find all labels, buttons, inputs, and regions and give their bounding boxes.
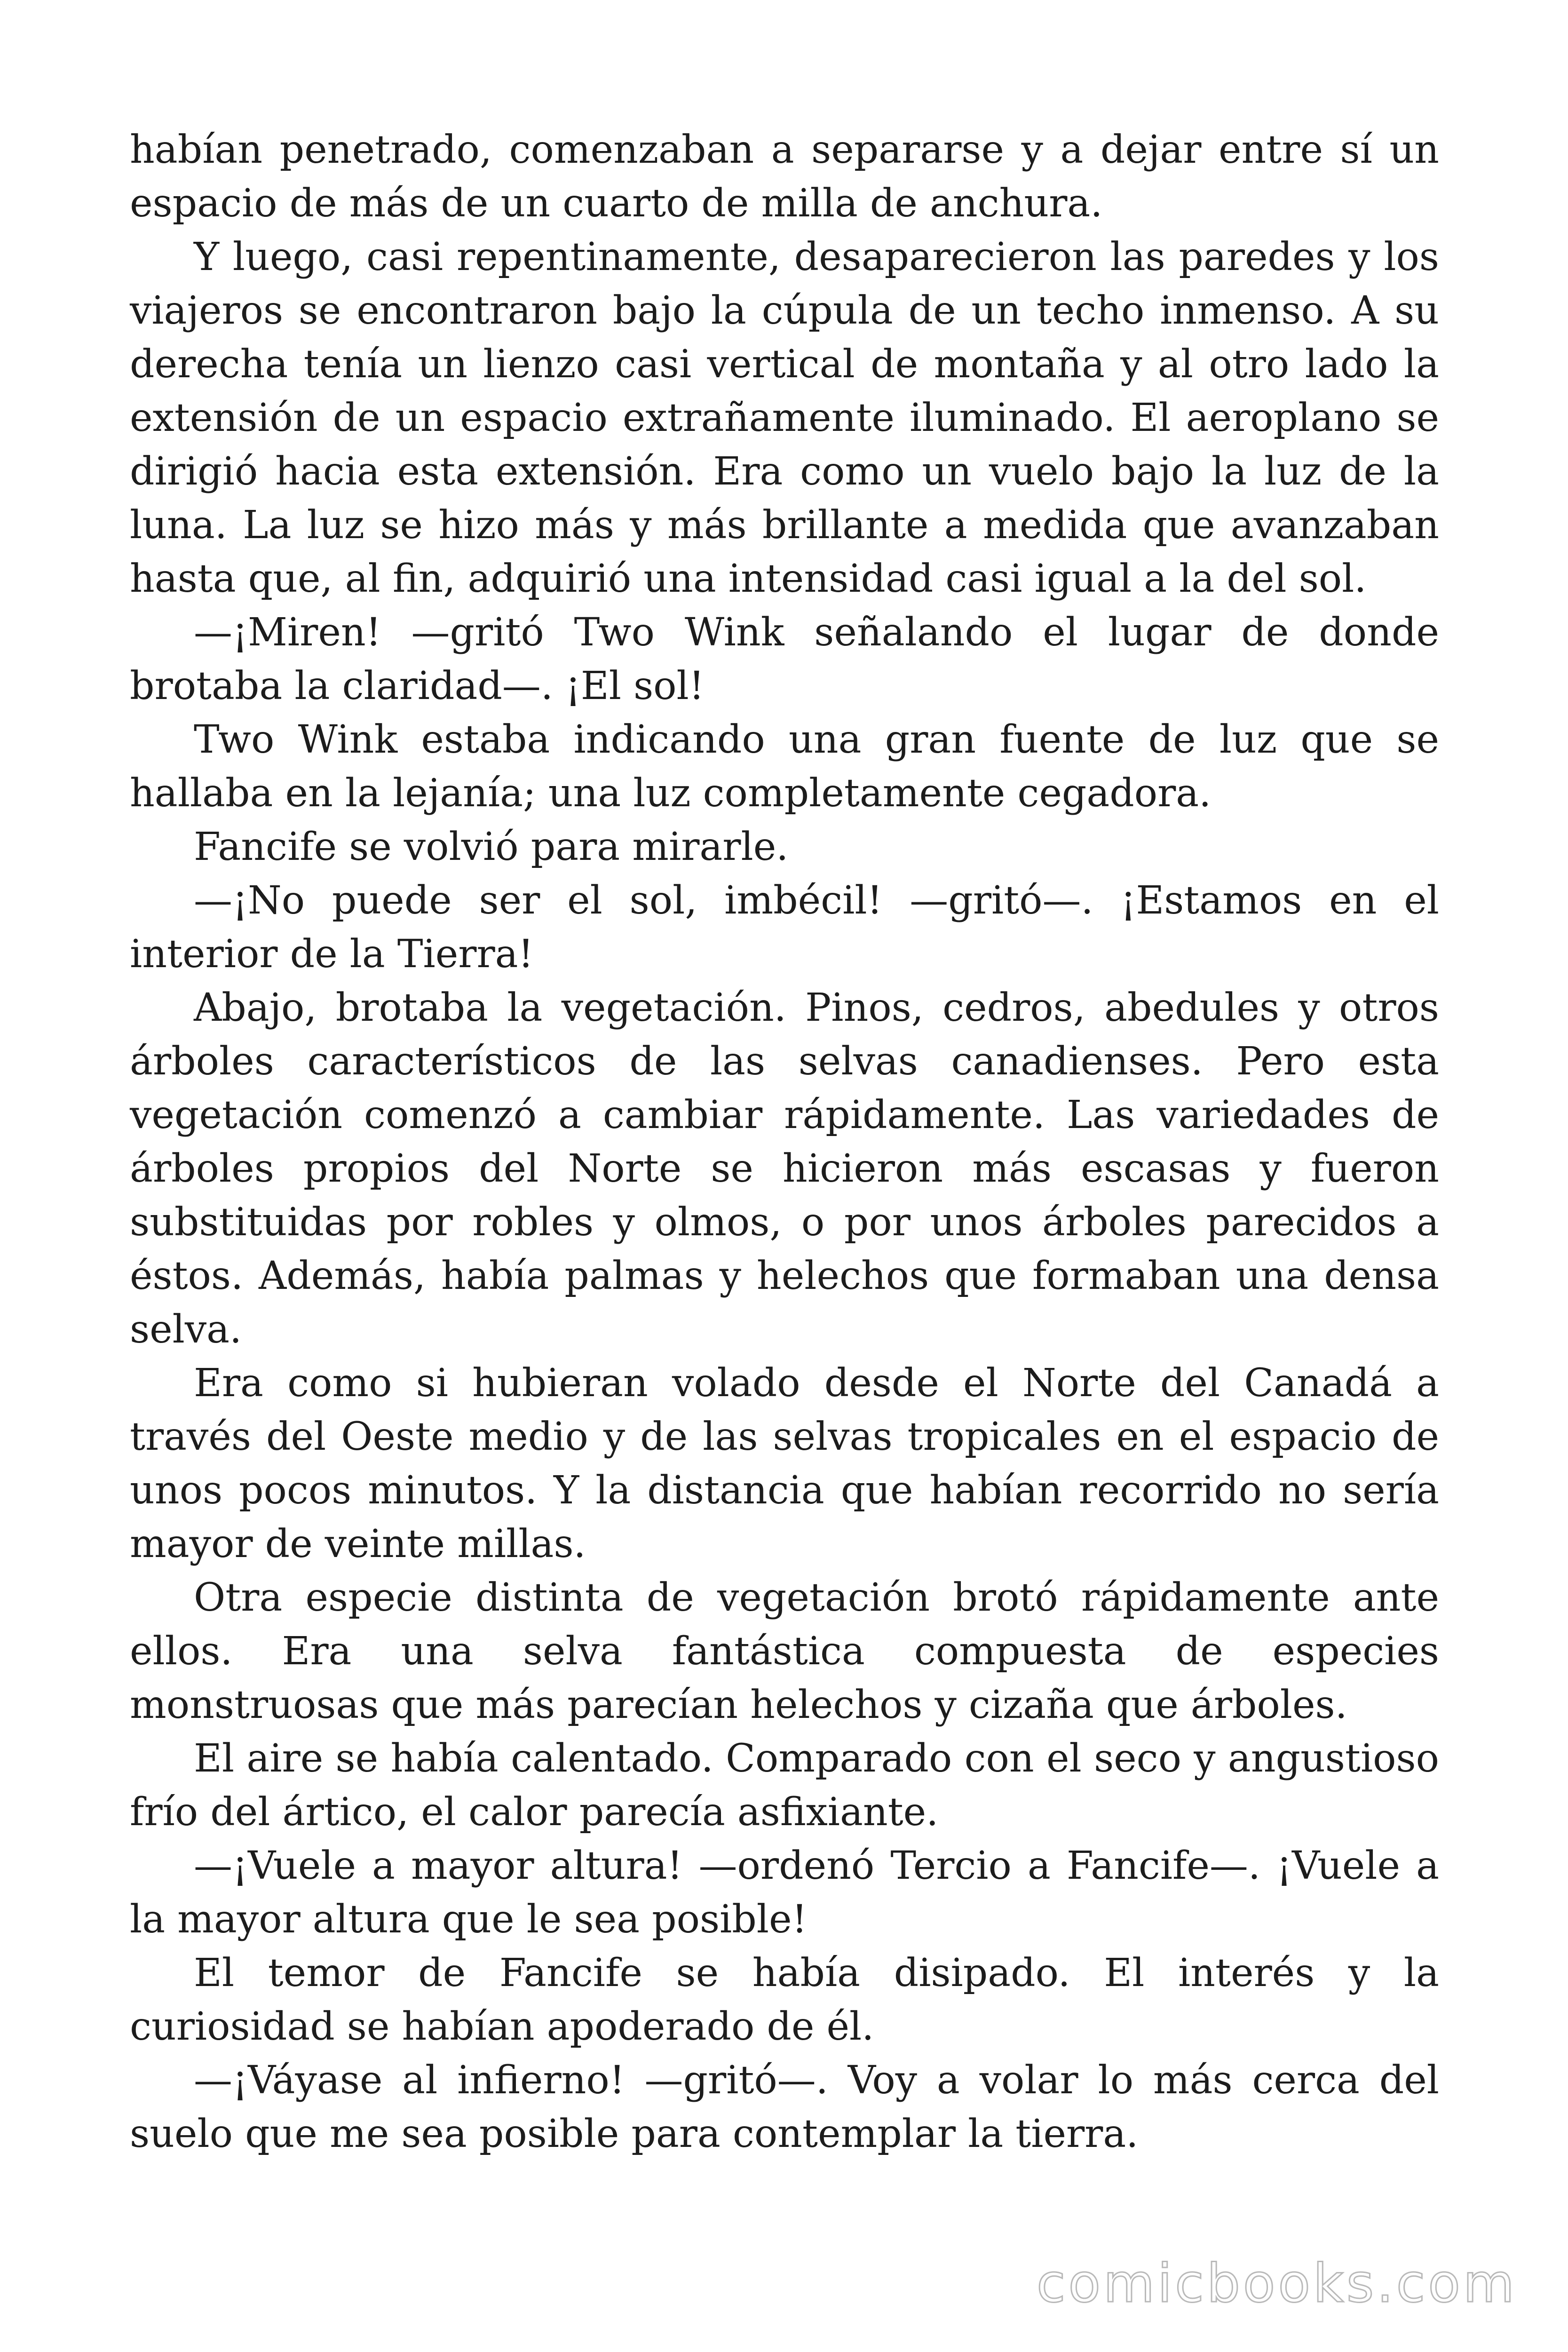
paragraph-7: Abajo, brotaba la vegetación. Pinos, cedros, abedules y otros árboles característicos de las selvas canadienses. Pero esta vegetación comenzó a cambiar rápidamente. Las variedades de árboles propios del Norte se hicieron más escasas y fueron substituidas por robles y olmos, o por unos árboles parecidos a éstos. Además, había palmas y helechos que formaban una densa selva.: [130, 985, 1439, 1352]
paragraph-8: Era como si hubieran volado desde el Norte del Canadá a través del Oeste medio y de las selvas tropicales en el espacio de unos pocos minutos. Y la distancia que habían recorrido no sería mayor de veinte millas.: [130, 1361, 1439, 1566]
paragraph-4: Two Wink estaba indicando una gran fuente de luz que se hallaba en la lejanía; una luz completamente cegadora.: [130, 717, 1439, 816]
paragraph-11: —¡Vuele a mayor altura! —ordenó Tercio a Fancife—. ¡Vuele a la mayor altura que le sea posible!: [130, 1843, 1439, 1942]
paragraph-6: —¡No puede ser el sol, imbécil! —gritó—. ¡Estamos en el interior de la Tierra!: [130, 878, 1439, 977]
paragraph-10: El aire se había calentado. Comparado con el seco y angustioso frío del ártico, el calor parecía asfixiante.: [130, 1736, 1439, 1835]
paragraph-12: El temor de Fancife se había disipado. El interés y la curiosidad se habían apoderado de él.: [130, 1951, 1439, 2049]
body-text: [130, 123, 1439, 2161]
paragraph-2: Y luego, casi repentinamente, desaparecieron las paredes y los viajeros se encontraron bajo la cúpula de un techo inmenso. A su derecha tenía un lienzo casi vertical de montaña y al otro lado la extensión de un espacio extrañamente iluminado. El aeroplano se dirigió hacia esta extensión. Era como un vuelo bajo la luz de la luna. La luz se hizo más y más brillante a medida que avanzaban hasta que, al fin, adquirió una intensidad casi igual a la del sol.: [130, 235, 1439, 601]
paragraph-9: Otra especie distinta de vegetación brotó rápidamente ante ellos. Era una selva fantástica compuesta de especies monstruosas que más parecían helechos y cizaña que árboles.: [130, 1575, 1439, 1727]
paragraph-3: —¡Miren! —gritó Two Wink señalando el lugar de donde brotaba la claridad—. ¡El sol!: [130, 610, 1439, 708]
watermark-text: comicbooks.com: [1036, 2253, 1517, 2314]
paragraph-1: habían penetrado, comenzaban a separarse y a dejar entre sí un espacio de más de un cuarto de milla de anchura.: [130, 127, 1439, 226]
paragraph-5: Fancife se volvió para mirarle.: [194, 825, 789, 869]
paragraph-13: —¡Váyase al infierno! —gritó—. Voy a volar lo más cerca del suelo que me sea posible para contemplar la tierra.: [130, 2058, 1439, 2156]
